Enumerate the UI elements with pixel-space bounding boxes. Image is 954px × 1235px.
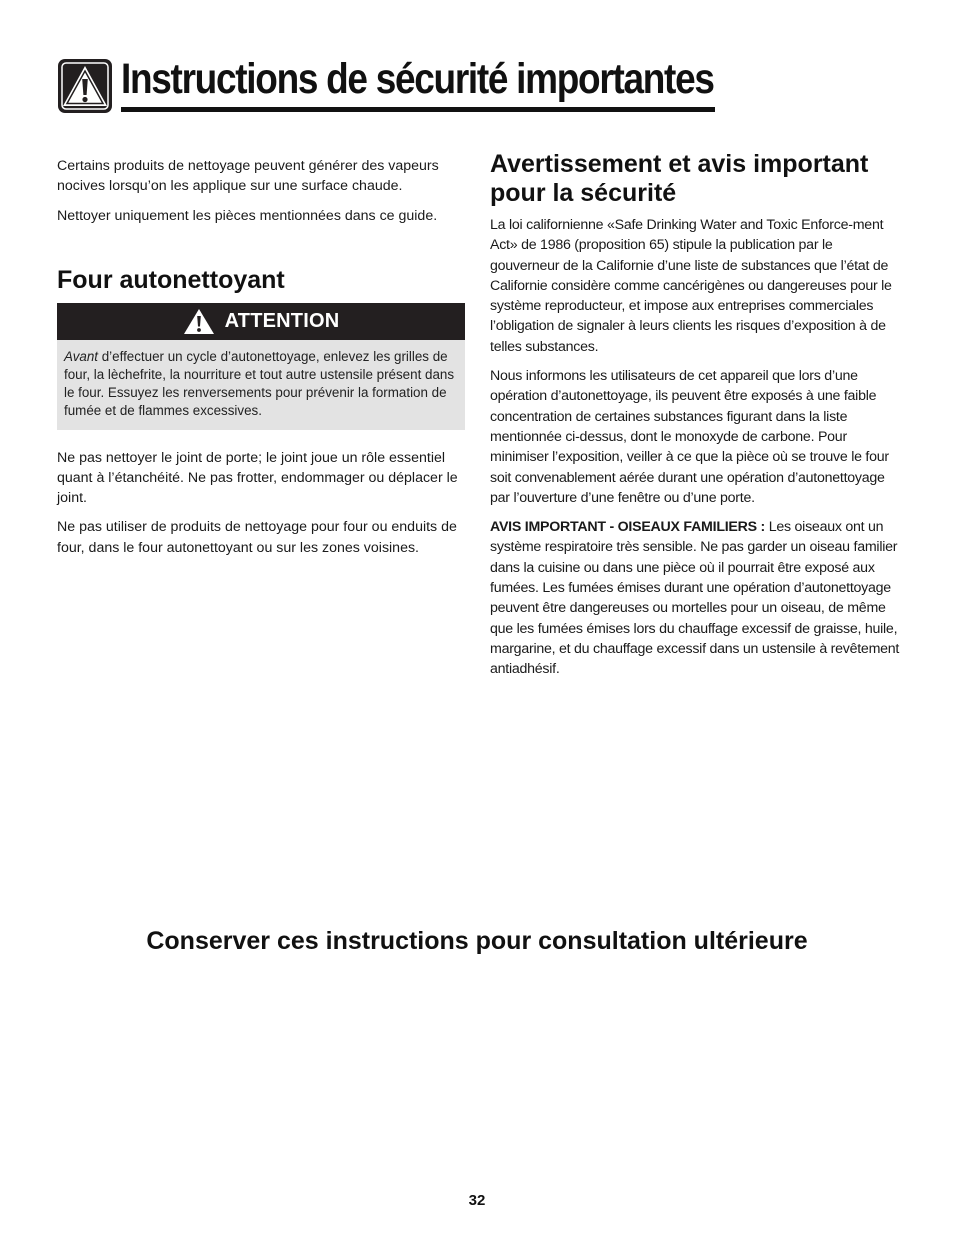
right-column <box>490 150 900 689</box>
warning-triangle-icon <box>57 58 113 114</box>
page-header <box>57 56 717 116</box>
section-title-safety-warning: Avertissement et avis important pour la sécurité <box>490 150 869 207</box>
title-underline <box>121 107 715 112</box>
warning-triangle-icon <box>183 308 215 335</box>
section-title-self-cleaning-oven: Four autonettoyant <box>57 265 285 294</box>
intro-paragraph-1: Certains produits de nettoyage peuvent générer des vapeurs nocives lorsqu’on les applique sur une surface chaude. <box>57 158 439 195</box>
bird-notice-paragraph <box>490 517 900 679</box>
page-number: 32 <box>468 1192 486 1209</box>
save-instructions-note: Conserver ces instructions pour consultation ultérieure <box>146 927 808 955</box>
door-seal-paragraph: Ne pas nettoyer le joint de porte; le joint joue un rôle essentiel quant à l’étanchéité. Ne pas frotter, endommager ou déplacer le joint. <box>57 449 458 507</box>
attention-text <box>57 340 465 430</box>
attention-bar <box>57 303 465 340</box>
exposure-paragraph: Nous informons les utilisateurs de cet appareil que lors d’une opération d’autonettoyage, ils peuvent être exposés à une faible concentration de certaines substances figurant dans la liste mentionnée ci-dessus, dont le monoxyde de carbone. Pour minimiser l’exposition, veiller à ce que la pièce où se trouve le four soit convenablement aérée durant une opération d’autonettoyage par l’ouverture d’une fenêtre ou d’une porte. <box>490 368 889 506</box>
proposition-65-paragraph: La loi californienne «Safe Drinking Water and Toxic Enforce-ment Act» de 1986 (proposition 65) stipule la publication par le gouverneur de la Californie d’une liste de substances que l’état de Californie considère comme cancérigènes ou dangereuses pour le système reproducteur, et impose aux entreprises commerciales l’obligation de signaler à leurs clients les risques d’exposition à de telles substances. <box>490 217 892 355</box>
attention-label: ATTENTION <box>224 309 340 332</box>
bird-notice-text: Les oiseaux ont un système respiratoire très sensible. Ne pas garder un oiseau familier dans la cuisine ou dans une pièce où il pourrait être exposé aux fumées. Les fumées émises durant une opération d’autonettoyage peuvent être dangereuses ou mortelles pour un oiseau, de même que les fumées émises lors du chauffage excessif de graisse, huile, margarine, et du chauffage excessif dans un ustensile à revêtement antiadhésif. <box>490 519 900 678</box>
attention-box <box>57 303 465 430</box>
intro-paragraph-2: Nettoyer uniquement les pièces mentionnées dans ce guide. <box>57 207 438 224</box>
bird-notice-lead: AVIS IMPORTANT - OISEAUX FAMILIERS : <box>490 519 766 536</box>
left-column <box>57 156 465 567</box>
oven-cleaner-paragraph: Ne pas utiliser de produits de nettoyage pour four ou enduits de four, dans le four autonettoyant ou sur les zones voisines. <box>57 519 457 556</box>
page-title: Instructions de sécurité importantes <box>121 55 714 103</box>
attention-body-text: d’effectuer un cycle d’autonettoyage, enlevez les grilles de four, la lèchefrite, la nourriture et tout autre ustensile présent dans le four. Essuyez les renversements pour prévenir la formation de fumée et de flammes excessives. <box>64 348 455 418</box>
attention-lead: Avant <box>64 348 98 364</box>
